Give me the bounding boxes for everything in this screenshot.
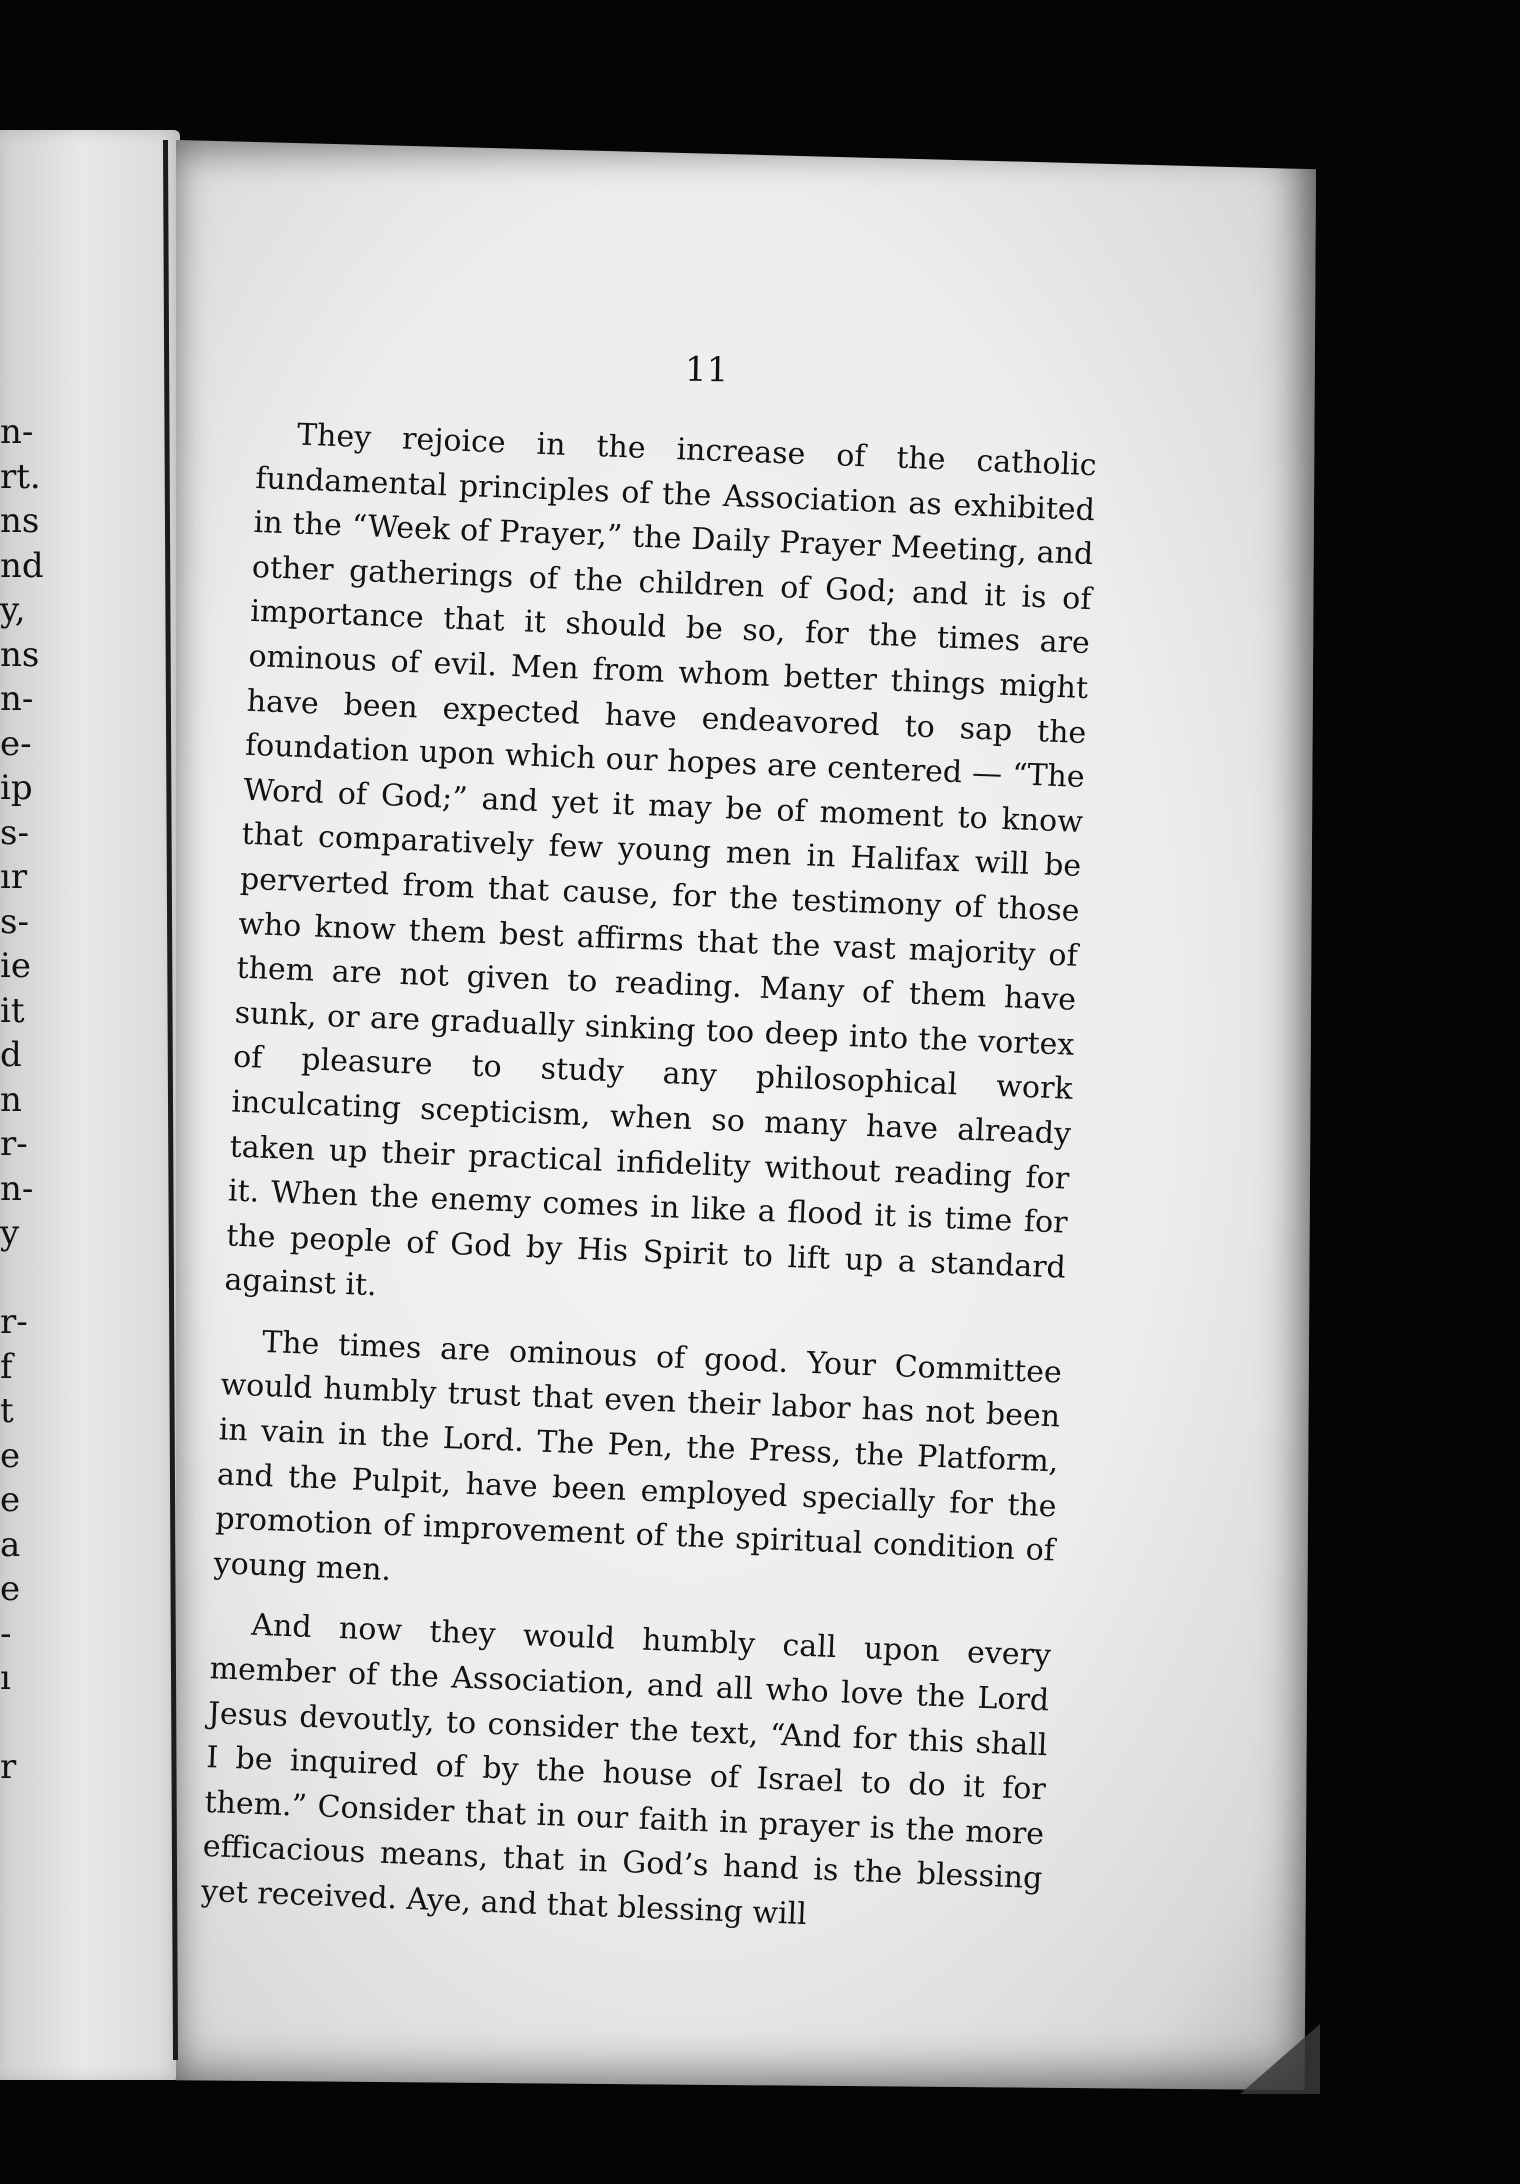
left-page-fragment: r [0, 1747, 17, 1787]
left-page-fragment: ip [0, 768, 33, 808]
left-page-fragment: t [0, 1391, 14, 1431]
left-page-fragment: n- [0, 1168, 34, 1209]
left-page-fragment: ı [0, 1658, 11, 1698]
left-page-fragment: e [0, 1435, 21, 1476]
left-page-fragment [0, 1256, 70, 1301]
left-page-fragment: e [0, 1480, 21, 1520]
page-number: 11 [684, 349, 729, 391]
left-page-fragment: r- [0, 1302, 28, 1342]
left-page-fragment: f [0, 1346, 13, 1387]
left-page-fragment: s- [0, 812, 29, 853]
left-page-fragment: ns [0, 501, 40, 541]
left-page-fragment: s- [0, 901, 29, 942]
left-page-fragment: ie [0, 946, 31, 986]
left-page-fragment: nd [0, 545, 44, 586]
left-page-fragment: it [0, 990, 25, 1031]
left-page-fragment: e [0, 1569, 21, 1609]
paragraph-1: They rejoice in the increase of the catholic fundamental principles of the Association as exhibited in the “Week of Prayer,” the Daily Prayer Meeting, and other gatherings of the children of God; and it is of importance that it should be so, for the times are ominous of evil. Men from whom better things might have been expected have endeavored to sap the foundation upon which our hopes are centered — “The Word of God;” and yet it may be of moment to know that comparatively few young men in Halifax will be perverted from that cause, for the testimony of those who know them best affirms that the vast majority of them are not given to reading. Many of them have sunk, or are gradually sinking too deep into the vortex of pleasure to study any philosophical work inculcating scepticism, when so many have already taken up their practical infidelity without reading for it. When the enemy comes in like a flood it is time for the people of God by His Spirit to lift up a standard against it. [223, 417, 1098, 1304]
paragraph-3: And now they would humbly call upon every member of the Association, and all who love the Lord Jesus devoutly, to consider the text, “And for this shall I be inquired of by the house of Israel to do it for them.” Consider that in our faith in prayer is the more efficacious means, that in God’s hand is the blessing yet received. Aye, and that blessing will [200, 1608, 1052, 1933]
left-page-fragment: r- [0, 1124, 28, 1164]
left-page-text-fragments [0, 410, 70, 1834]
left-page-fragment: ns [0, 634, 40, 675]
left-page-fragment: rt. [0, 456, 41, 497]
left-page-fragment: a [0, 1524, 21, 1565]
left-page-fragment: y, [0, 590, 26, 630]
left-facing-page [0, 130, 180, 2080]
left-page-fragment: n- [0, 412, 34, 452]
left-page-fragment [0, 1701, 70, 1746]
page-body-text [200, 412, 1097, 1947]
left-page-fragment: d [0, 1035, 22, 1075]
left-page-fragment: ır [0, 857, 28, 897]
left-page-fragment [0, 1790, 70, 1835]
paragraph-2: The times are ominous of good. Your Committee would humbly trust that even their labor has not been in vain in the Lord. The Pen, the Press, the Platform, and the Pulpit, have been employed specially for the promotion of improvement of the spiritual condition of young men. [213, 1324, 1063, 1588]
left-page-fragment: n- [0, 679, 34, 719]
left-page-fragment: n [0, 1079, 22, 1120]
page-corner-fold [1240, 2024, 1320, 2094]
left-page-fragment: e- [0, 723, 32, 764]
left-page-fragment: - [0, 1613, 12, 1654]
left-page-fragment: y [0, 1213, 20, 1253]
